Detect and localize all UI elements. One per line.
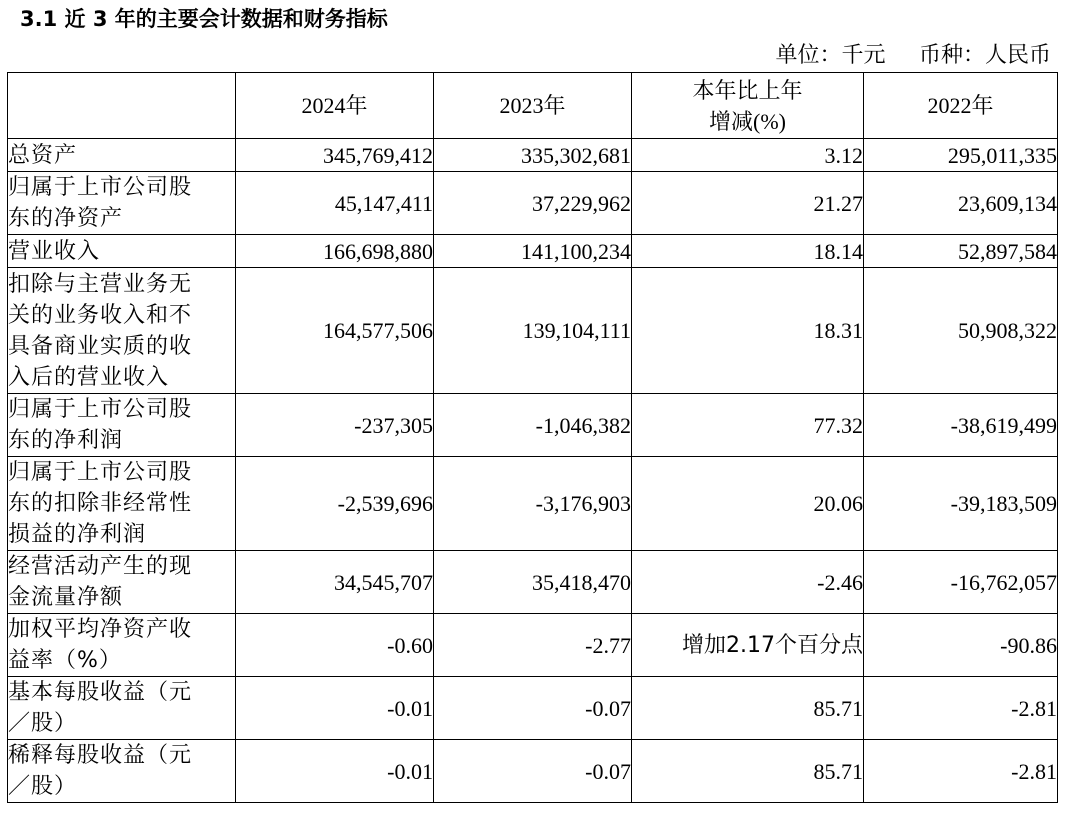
value-2022: -38,619,499 xyxy=(864,394,1058,457)
value-change: 21.27 xyxy=(632,172,864,235)
value-2024: -0.01 xyxy=(236,740,434,803)
value-2024: -0.01 xyxy=(236,677,434,740)
value-2024: 166,698,880 xyxy=(236,235,434,268)
table-row xyxy=(8,394,1058,457)
value-2022: 295,011,335 xyxy=(864,139,1058,172)
table-row xyxy=(8,740,1058,803)
value-change: 18.31 xyxy=(632,268,864,394)
row-label: 总资产 xyxy=(8,139,236,172)
value-2023: -0.07 xyxy=(434,677,632,740)
row-label: 扣除与主营业务无 关的业务收入和不 具备商业实质的收 入后的营业收入 xyxy=(8,268,236,394)
value-change: 3.12 xyxy=(632,139,864,172)
value-2024: 345,769,412 xyxy=(236,139,434,172)
value-2024: 45,147,411 xyxy=(236,172,434,235)
value-2022: 50,908,322 xyxy=(864,268,1058,394)
header-cell-blank xyxy=(8,73,236,139)
row-label: 经营活动产生的现 金流量净额 xyxy=(8,551,236,614)
value-2024: -2,539,696 xyxy=(236,457,434,551)
value-change: 20.06 xyxy=(632,457,864,551)
value-2022: -90.86 xyxy=(864,614,1058,677)
header-cell-2023: 2023年 xyxy=(434,73,632,139)
value-2024: -237,305 xyxy=(236,394,434,457)
table-row xyxy=(8,268,1058,394)
value-2022: -16,762,057 xyxy=(864,551,1058,614)
header-cell-2024: 2024年 xyxy=(236,73,434,139)
value-change: 85.71 xyxy=(632,740,864,803)
table-row xyxy=(8,457,1058,551)
currency-label: 币种：人民币 xyxy=(918,42,1051,67)
header-cell-2022: 2022年 xyxy=(864,73,1058,139)
table-row xyxy=(8,235,1058,268)
value-2022: -2.81 xyxy=(864,677,1058,740)
table-row xyxy=(8,677,1058,740)
value-2024: -0.60 xyxy=(236,614,434,677)
unit-line xyxy=(775,40,1051,70)
value-change: -2.46 xyxy=(632,551,864,614)
row-label: 归属于上市公司股 东的净资产 xyxy=(8,172,236,235)
value-2022: 52,897,584 xyxy=(864,235,1058,268)
row-label: 基本每股收益（元 ／股） xyxy=(8,677,236,740)
value-2024: 34,545,707 xyxy=(236,551,434,614)
value-change: 77.32 xyxy=(632,394,864,457)
value-2023: -2.77 xyxy=(434,614,632,677)
row-label: 加权平均净资产收 益率（%） xyxy=(8,614,236,677)
value-2022: 23,609,134 xyxy=(864,172,1058,235)
section-title: 3.1 近 3 年的主要会计数据和财务指标 xyxy=(20,7,388,31)
value-change: 85.71 xyxy=(632,677,864,740)
row-label: 营业收入 xyxy=(8,235,236,268)
unit-label: 单位：千元 xyxy=(775,42,886,67)
table-row xyxy=(8,551,1058,614)
value-2024: 164,577,506 xyxy=(236,268,434,394)
table-header-row xyxy=(8,73,1058,139)
value-2023: -1,046,382 xyxy=(434,394,632,457)
value-2022: -39,183,509 xyxy=(864,457,1058,551)
value-change: 18.14 xyxy=(632,235,864,268)
value-2023: 141,100,234 xyxy=(434,235,632,268)
value-2023: 37,229,962 xyxy=(434,172,632,235)
row-label: 稀释每股收益（元 ／股） xyxy=(8,740,236,803)
table-row xyxy=(8,172,1058,235)
value-2022: -2.81 xyxy=(864,740,1058,803)
value-2023: -0.07 xyxy=(434,740,632,803)
table-row xyxy=(8,614,1058,677)
financial-data-table xyxy=(7,72,1058,803)
value-2023: 335,302,681 xyxy=(434,139,632,172)
table-row xyxy=(8,139,1058,172)
header-cell-change: 本年比上年 增减(%) xyxy=(632,73,864,139)
value-2023: -3,176,903 xyxy=(434,457,632,551)
row-label: 归属于上市公司股 东的净利润 xyxy=(8,394,236,457)
row-label: 归属于上市公司股 东的扣除非经常性 损益的净利润 xyxy=(8,457,236,551)
value-2023: 35,418,470 xyxy=(434,551,632,614)
value-change: 增加2.17个百分点 xyxy=(632,614,864,677)
value-2023: 139,104,111 xyxy=(434,268,632,394)
